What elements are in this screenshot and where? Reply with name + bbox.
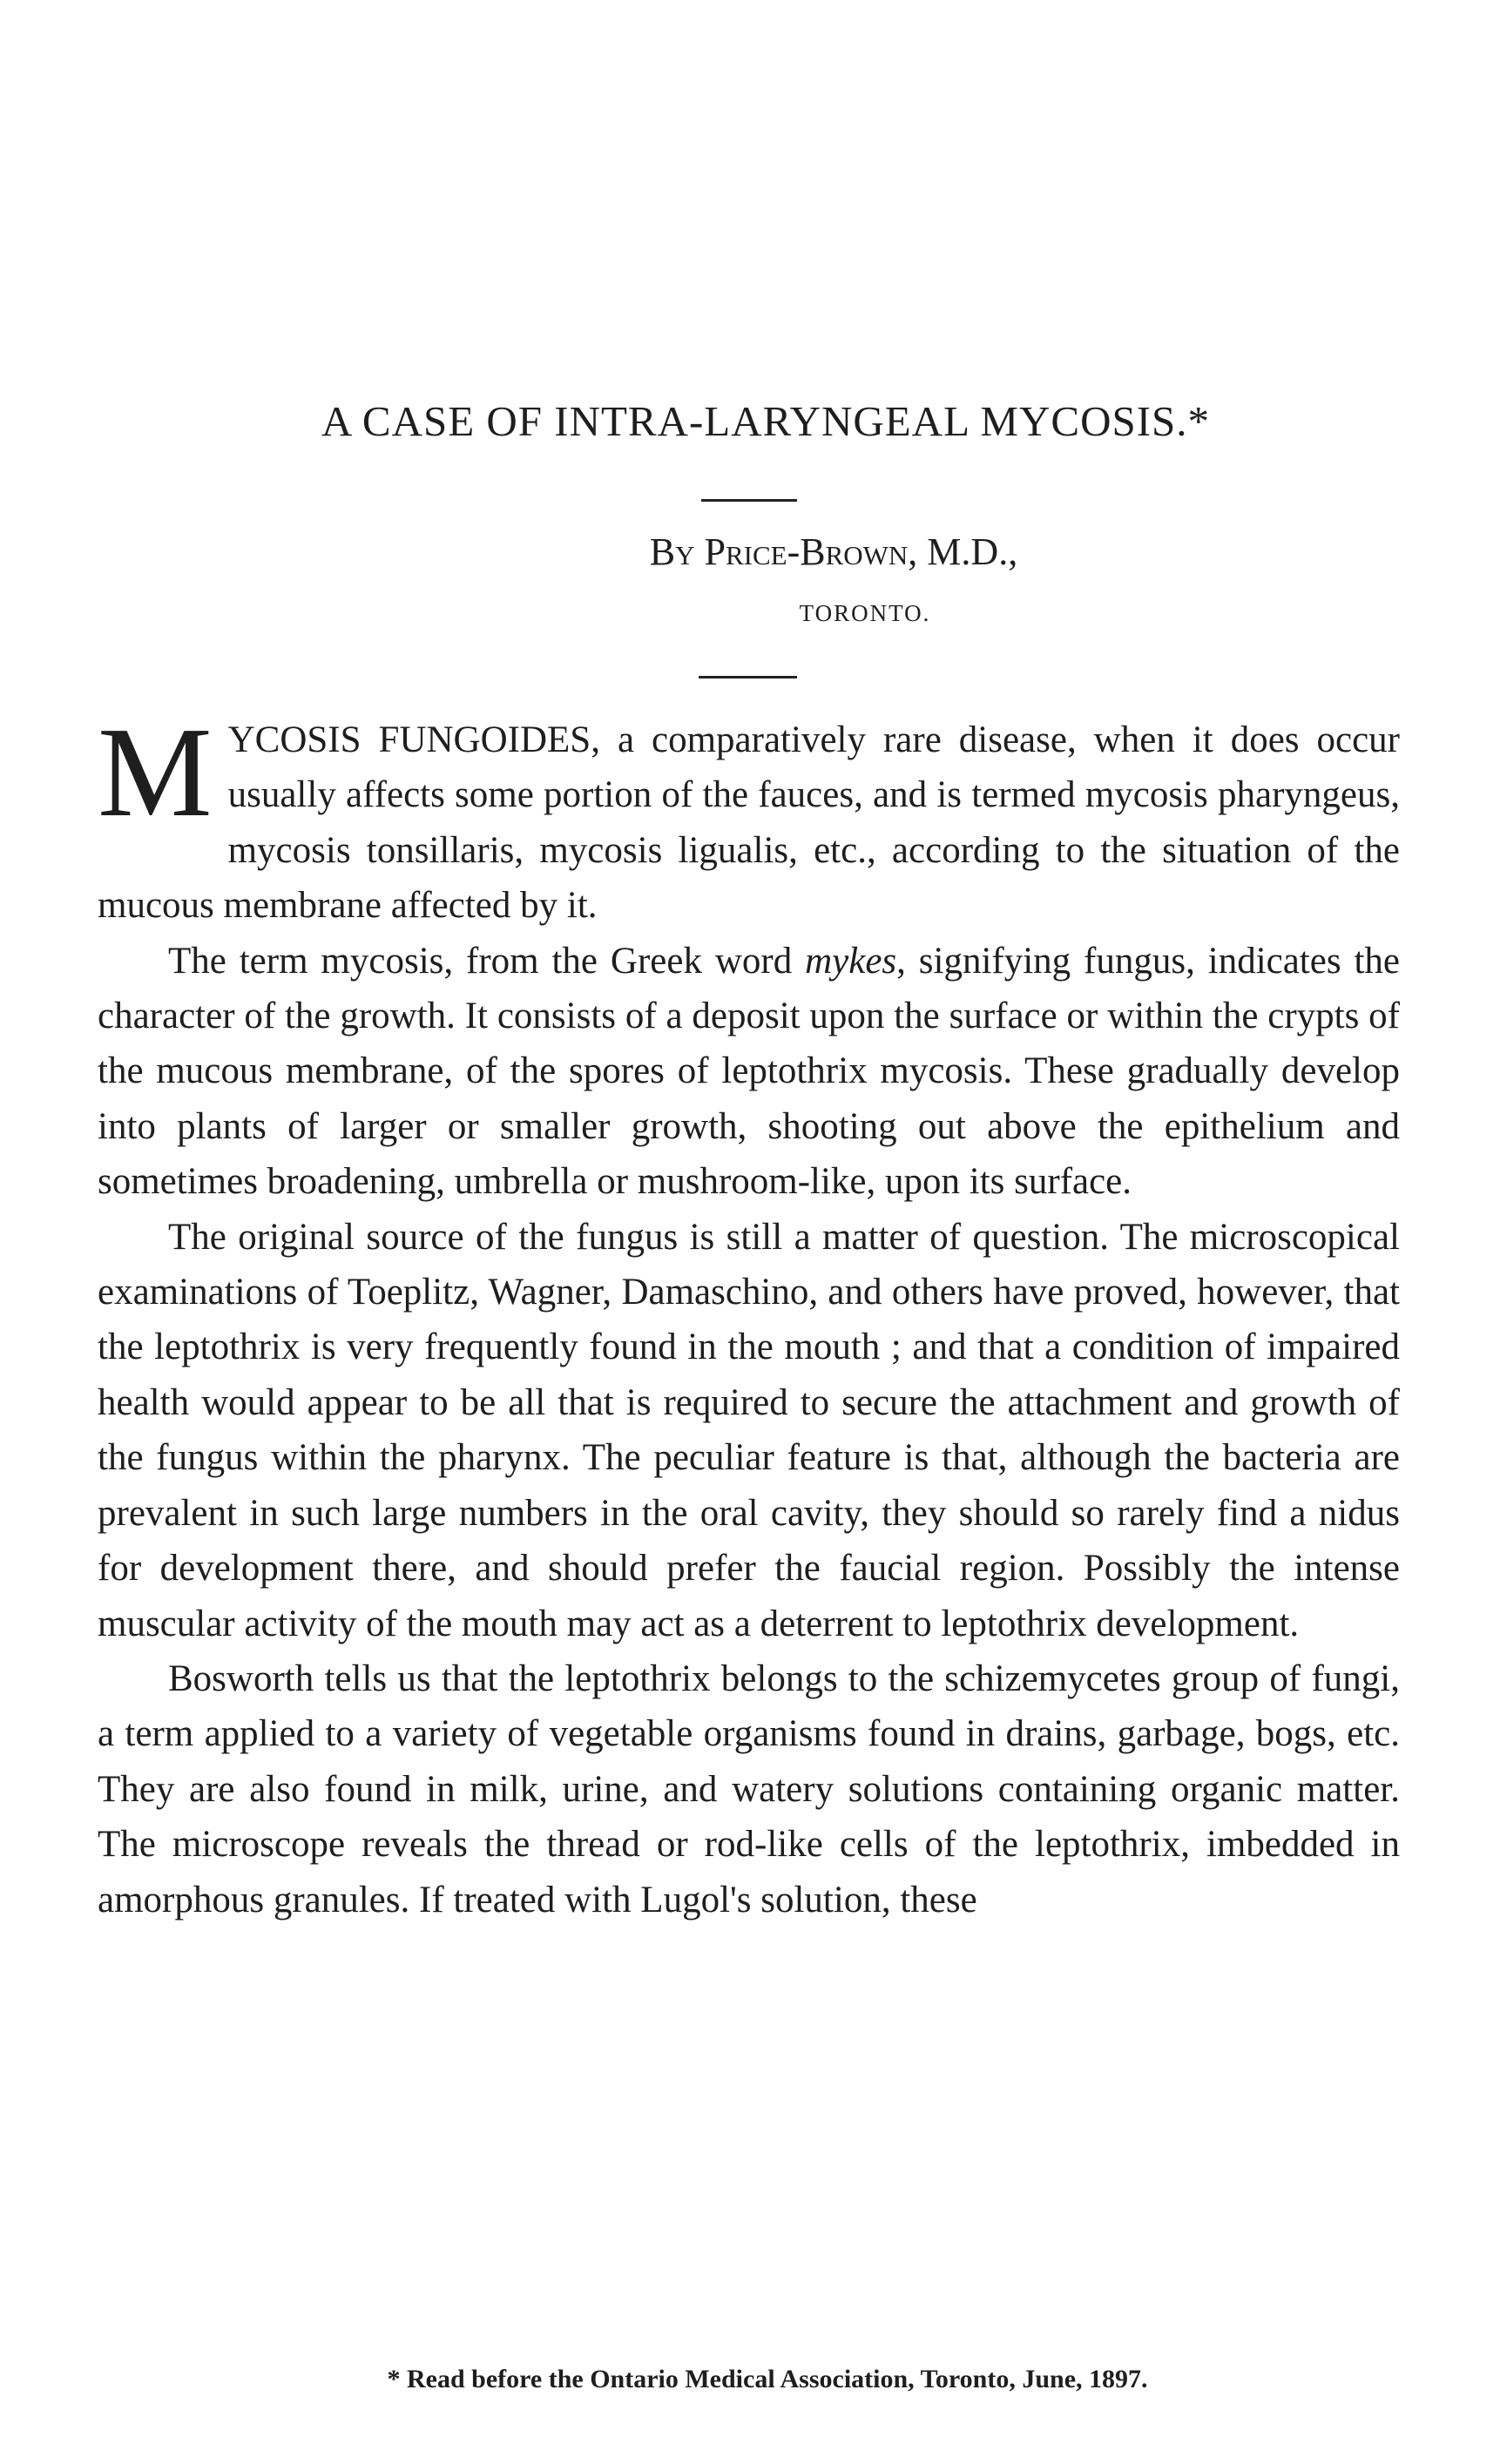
drop-cap: M bbox=[98, 701, 213, 844]
author-byline: By Price-Brown, M.D., bbox=[649, 530, 1018, 573]
greek-term: mykes bbox=[805, 940, 897, 982]
paragraph-1 bbox=[98, 701, 1400, 934]
article-body bbox=[98, 701, 1400, 1927]
paragraph-2: The term mycosis, from the Greek word mykes, signifying fungus, indicates the character of the growth. It consists of a deposit upon the surface or within the crypts of the mucous membrane, of the spores of leptothrix mycosis. These gradually develop into plants of larger or smaller growth, shooting out above the epithelium and sometimes broadening, umbrella or mushroom-like, upon its surface. bbox=[98, 940, 1400, 1203]
paragraph-3: The original source of the fungus is still a matter of question. The microscopical examinations of Toeplitz, Wagner, Damaschino, and others have proved, however, that the leptothrix is very frequently found in the mouth ; and that a condition of impaired health would appear to be all that is required to secure the attachment and growth of the fungus within the pharynx. The peculiar feature is that, although the bacteria are prevalent in such large numbers in the oral cavity, they should so rarely find a nidus for development there, and should prefer the faucial region. Possibly the intense muscular activity of the mouth may act as a deterrent to leptothrix development. bbox=[98, 1216, 1400, 1644]
author-location: TORONTO. bbox=[799, 600, 931, 626]
footnote: * Read before the Ontario Medical Association, Toronto, June, 1897. bbox=[387, 2365, 1148, 2393]
paragraph-4: Bosworth tells us that the leptothrix belongs to the schizemycetes group of fungi, a term applied to a variety of vegetable organisms found in drains, garbage, bogs, etc. They are also found in milk, urine, and watery solutions containing organic matter. The microscope reveals the thread or rod-like cells of the leptothrix, imbedded in amorphous granules. If treated with Lugol's solution, these bbox=[98, 1657, 1400, 1921]
byline-divider bbox=[699, 676, 797, 678]
title-divider bbox=[701, 499, 797, 502]
article-title: A CASE OF INTRA-LARYNGEAL MYCOSIS.* bbox=[321, 397, 1211, 445]
paragraph-1-text: YCOSIS FUNGOIDES, a comparatively rare disease, when it does occur usually affects some portion of the fauces, and is termed mycosis pharyngeus, mycosis tonsillaris, mycosis ligualis, etc., according to the situation of the mucous membrane affected by it. bbox=[98, 719, 1400, 927]
